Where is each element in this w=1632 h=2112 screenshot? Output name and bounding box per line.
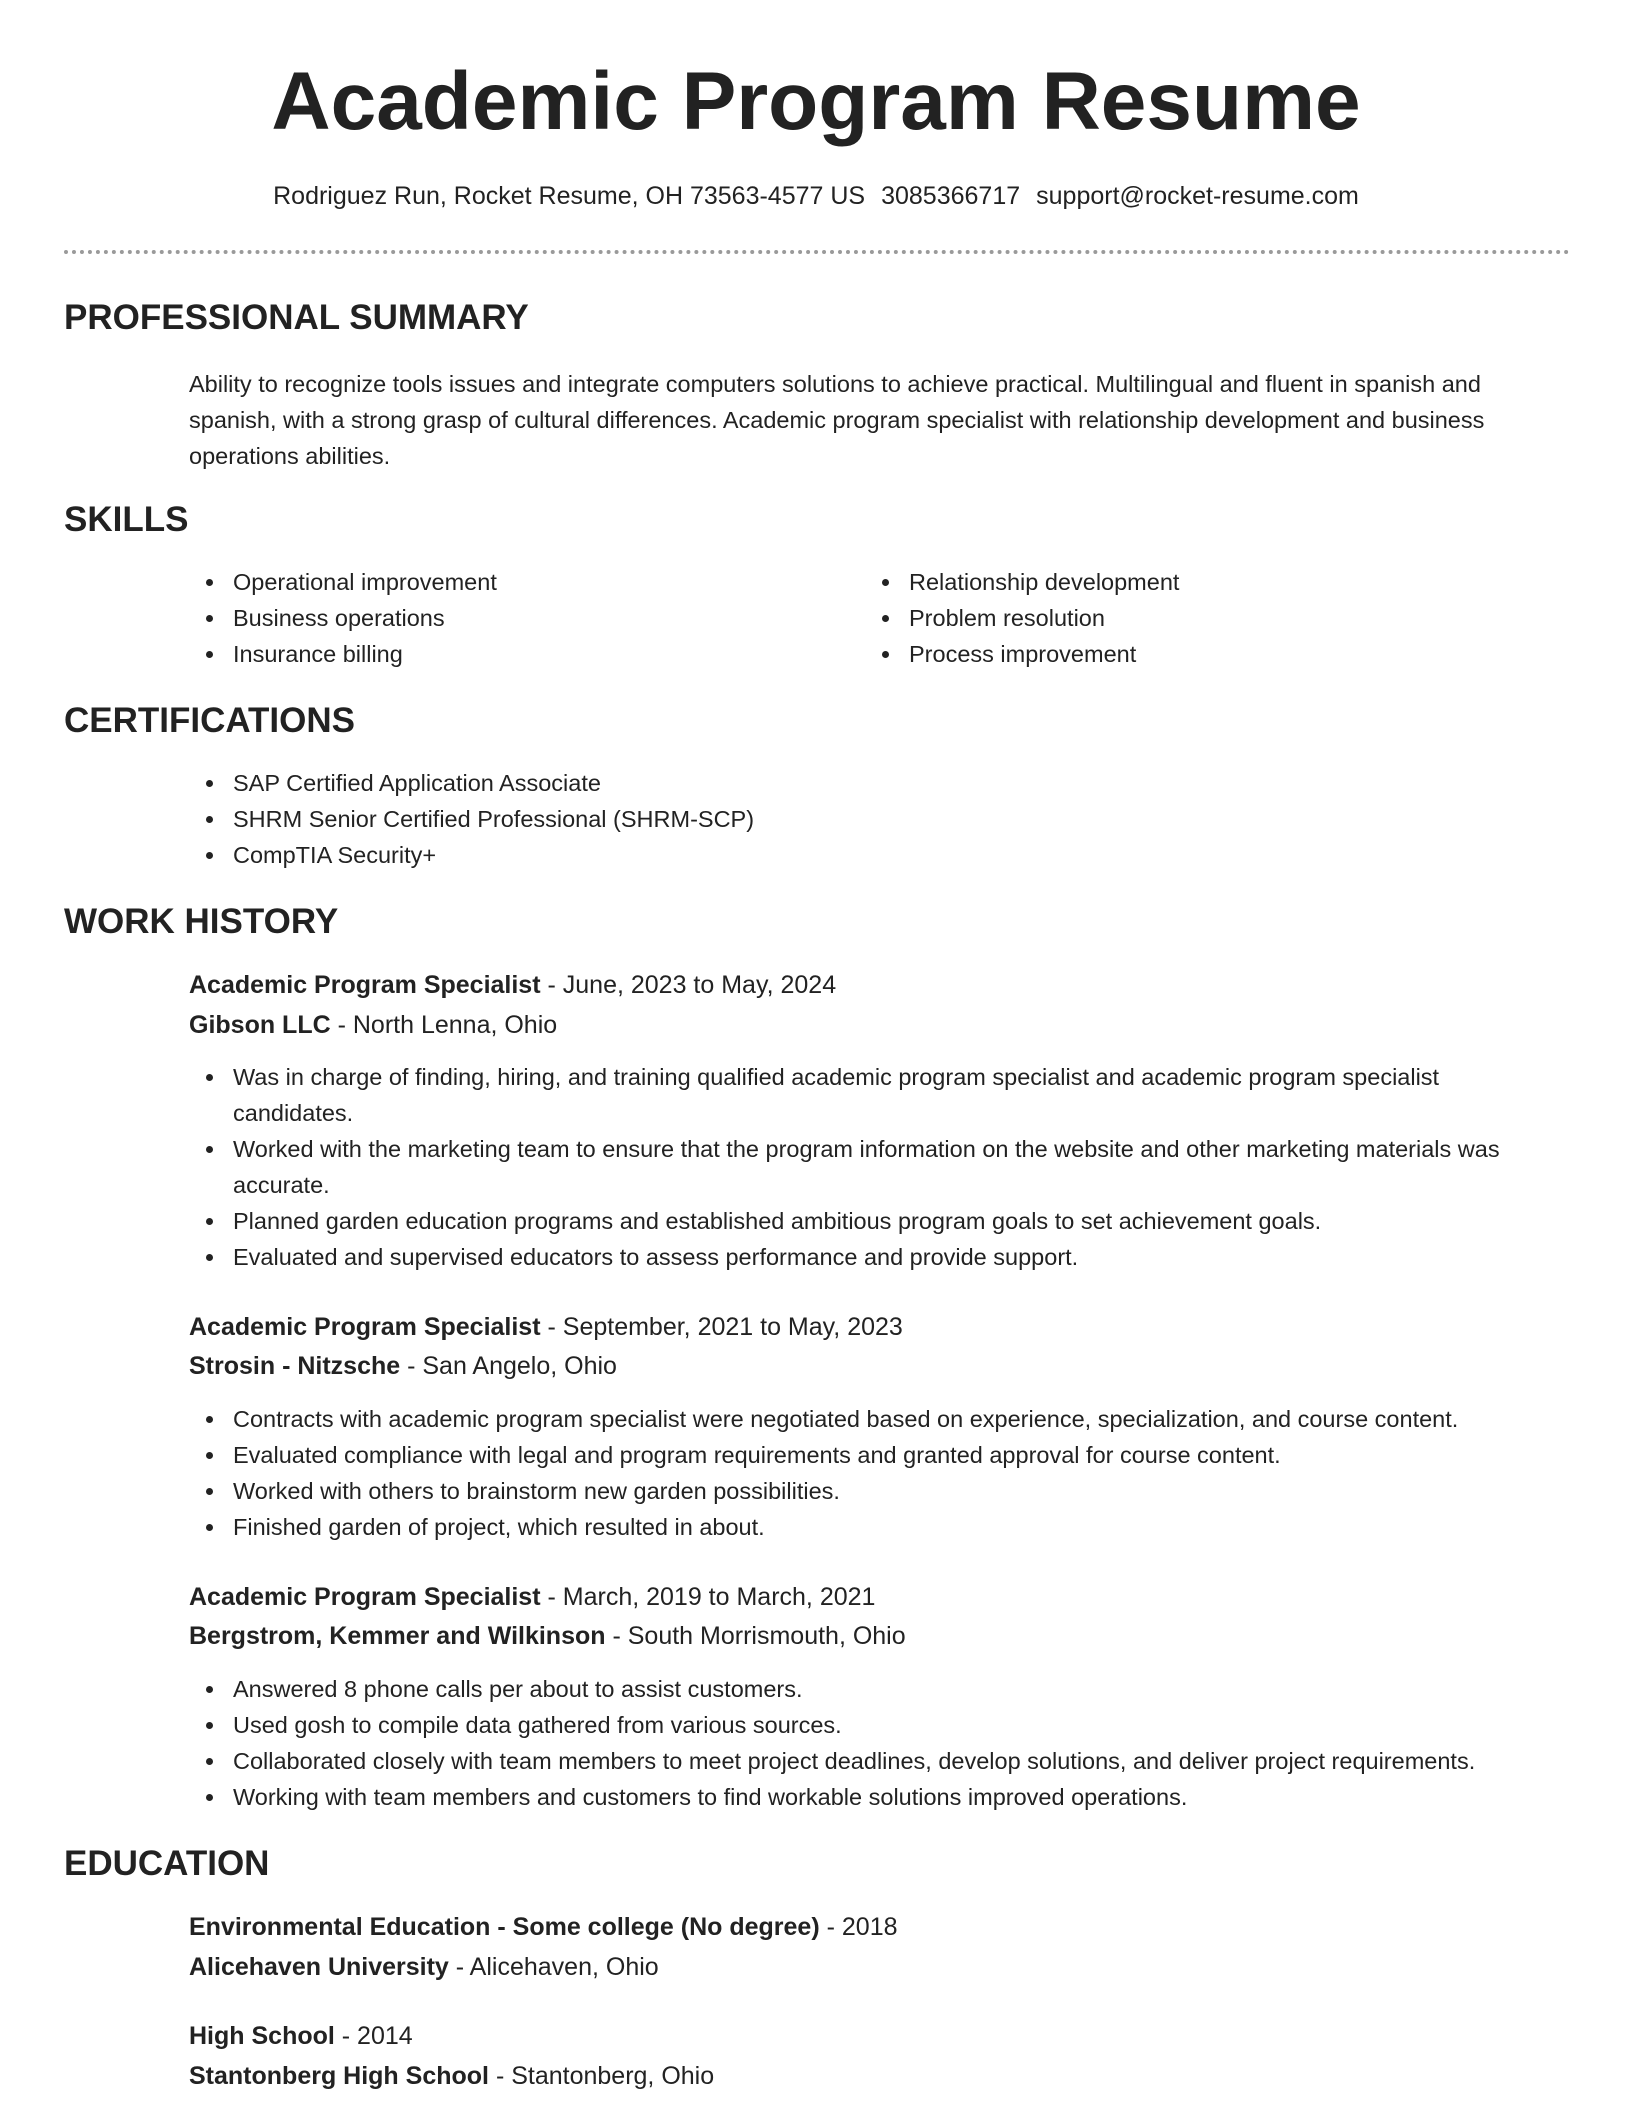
section-title-certifications: CERTIFICATIONS [64, 701, 356, 740]
skill-item: Operational improvement [189, 564, 829, 600]
skill-item: Process improvement [865, 636, 1505, 672]
job-role: Academic Program Specialist [189, 1583, 541, 1611]
education-school: Stantonberg High School [189, 2062, 489, 2090]
education-school: Alicehaven University [189, 1953, 449, 1981]
job-dates: - September, 2021 to May, 2023 [540, 1313, 903, 1341]
contact-phone: 3085366717 [881, 182, 1021, 210]
education-degree-line [189, 1907, 898, 1947]
job-role: Academic Program Specialist [189, 971, 541, 999]
section-title-skills: SKILLS [64, 500, 189, 539]
resume-title: Academic Program Resume [271, 56, 1361, 147]
education-degree: Environmental Education - Some college (No degree) [189, 1913, 820, 1941]
education-location: - Stantonberg, Ohio [489, 2062, 715, 2090]
skill-item: Problem resolution [865, 600, 1505, 636]
skill-item: Business operations [189, 600, 829, 636]
job-dates: - March, 2019 to March, 2021 [540, 1583, 876, 1611]
skills-list-right [865, 564, 1505, 672]
education-year: - 2018 [819, 1913, 898, 1941]
education-year: - 2014 [334, 2022, 413, 2050]
section-title-summary: PROFESSIONAL SUMMARY [64, 298, 529, 337]
job-bullet: Worked with the marketing team to ensure that the program information on the website and other marketing materials was accurate. [189, 1131, 1561, 1203]
job-location: - North Lenna, Ohio [330, 1011, 558, 1039]
header-divider [64, 250, 1570, 254]
job-company-line [189, 1616, 906, 1656]
job-title-line [189, 965, 836, 1005]
contact-address: Rodriguez Run, Rocket Resume, OH 73563-4577 US [273, 182, 866, 210]
education-school-line [189, 1947, 659, 1987]
job-bullet: Planned garden education programs and established ambitious program goals to set achievement goals. [189, 1203, 1561, 1239]
job-bullets [189, 1401, 1561, 1545]
job-bullets [189, 1059, 1561, 1275]
education-degree: High School [189, 2022, 335, 2050]
section-title-education: EDUCATION [64, 1844, 270, 1883]
job-title-line [189, 1307, 903, 1347]
contact-email: support@rocket-resume.com [1036, 182, 1359, 210]
job-title-line [189, 1577, 875, 1617]
job-bullet: Was in charge of finding, hiring, and training qualified academic program specialist and academic program specialist candidates. [189, 1059, 1561, 1131]
job-company: Strosin - Nitzsche [189, 1352, 401, 1380]
skill-item: Insurance billing [189, 636, 829, 672]
certifications-list [189, 765, 1189, 873]
job-company-line [189, 1346, 617, 1386]
certification-item: SAP Certified Application Associate [189, 765, 1189, 801]
summary-text: Ability to recognize tools issues and integrate computers solutions to achieve practical. Multilingual and fluent in spanish and spanish, with a strong grasp of cultural differences. Academic program specialist with relationship development and business operations abilities. [189, 371, 1485, 469]
job-bullet: Finished garden of project, which resulted in about. [189, 1509, 1561, 1545]
education-location: - Alicehaven, Ohio [448, 1953, 659, 1981]
education-school-line [189, 2056, 714, 2096]
job-bullet: Evaluated and supervised educators to assess performance and provide support. [189, 1239, 1561, 1275]
certification-item: CompTIA Security+ [189, 837, 1189, 873]
job-bullet: Working with team members and customers to find workable solutions improved operations. [189, 1779, 1561, 1815]
job-bullet: Answered 8 phone calls per about to assist customers. [189, 1671, 1561, 1707]
job-location: - South Morrismouth, Ohio [605, 1622, 906, 1650]
job-bullet: Collaborated closely with team members to meet project deadlines, develop solutions, and deliver project requirements. [189, 1743, 1561, 1779]
job-bullet: Evaluated compliance with legal and program requirements and granted approval for course content. [189, 1437, 1561, 1473]
job-bullet: Contracts with academic program specialist were negotiated based on experience, specialization, and course content. [189, 1401, 1561, 1437]
job-location: - San Angelo, Ohio [400, 1352, 617, 1380]
job-bullet: Worked with others to brainstorm new garden possibilities. [189, 1473, 1561, 1509]
job-company-line [189, 1005, 557, 1045]
job-company: Bergstrom, Kemmer and Wilkinson [189, 1622, 606, 1650]
education-degree-line [189, 2016, 413, 2056]
job-dates: - June, 2023 to May, 2024 [540, 971, 837, 999]
job-bullet: Used gosh to compile data gathered from various sources. [189, 1707, 1561, 1743]
job-bullets [189, 1671, 1561, 1815]
section-title-work-history: WORK HISTORY [64, 902, 339, 941]
contact-line [0, 178, 1632, 214]
job-company: Gibson LLC [189, 1011, 331, 1039]
skill-item: Relationship development [865, 564, 1505, 600]
certification-item: SHRM Senior Certified Professional (SHRM-SCP) [189, 801, 1189, 837]
skills-list-left [189, 564, 829, 672]
job-role: Academic Program Specialist [189, 1313, 541, 1341]
